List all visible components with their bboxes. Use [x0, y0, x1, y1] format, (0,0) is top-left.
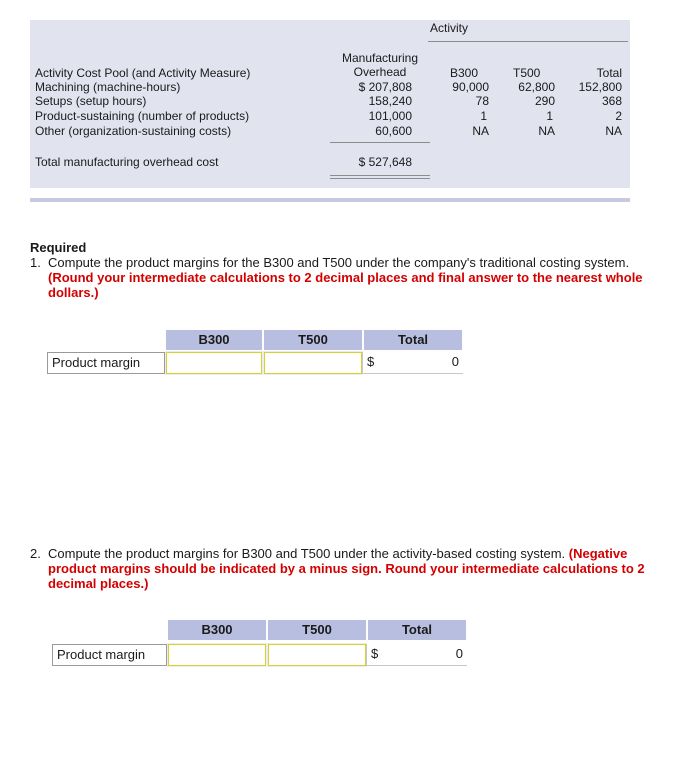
column-header-total: Total — [596, 66, 622, 80]
question-1-note: (Round your intermediate calculations to 2 decimal places and final answer to the nearest whole dollars.) — [48, 270, 643, 300]
required-heading: Required — [30, 240, 87, 255]
answer-2-b300-input[interactable] — [168, 644, 266, 666]
row-product-sustaining-total: 2 — [615, 109, 622, 123]
answer-2-header-t500: T500 — [267, 619, 367, 641]
activity-header: Activity — [430, 21, 469, 35]
question-1 — [30, 255, 650, 300]
question-2-number: 2. — [30, 546, 41, 561]
answer-2-currency: $ — [371, 646, 379, 661]
answer-1-currency: $ — [367, 354, 375, 369]
mfg-overhead-header-line1: Manufacturing — [341, 51, 419, 65]
row-machining-label: Machining (machine-hours) — [35, 80, 181, 94]
row-other-t500: NA — [538, 124, 555, 138]
answer-1-t500-input[interactable] — [264, 352, 362, 374]
question-2-text: Compute the product margins for B300 and T500 under the activity-based costing system. — [48, 546, 566, 561]
answer-2-t500-input[interactable] — [268, 644, 366, 666]
total-overhead-value: $ 527,648 — [358, 155, 412, 169]
total-double-rule-bottom — [330, 178, 430, 179]
row-product-sustaining-overhead: 101,000 — [368, 109, 412, 123]
column-header-t500: T500 — [513, 66, 541, 80]
row-setups-overhead: 158,240 — [368, 94, 412, 108]
question-2-note: (Negative product margins should be indicated by a minus sign. Round your intermediate calculations to 2 decimal places.) — [48, 546, 645, 591]
row-machining-total: 152,800 — [578, 80, 622, 94]
row-setups-label: Setups (setup hours) — [35, 94, 147, 108]
answer-2-total-value: 0 — [455, 646, 463, 661]
row-other-label: Other (organization-sustaining costs) — [35, 124, 232, 138]
row-machining-t500: 62,800 — [518, 80, 555, 94]
total-double-rule-top — [330, 175, 430, 176]
answer-2-header-b300: B300 — [167, 619, 267, 641]
answer-1-header-total: Total — [363, 329, 463, 351]
section-separator — [30, 198, 630, 202]
answer-2-header-total: Total — [367, 619, 467, 641]
question-2-body — [48, 546, 648, 591]
row-other-b300: NA — [472, 124, 489, 138]
overhead-subtotal-rule — [330, 142, 430, 143]
row-other-total: NA — [605, 124, 622, 138]
row-setups-b300: 78 — [475, 94, 489, 108]
answer-1-total-cell — [363, 352, 463, 374]
row-product-sustaining-label: Product-sustaining (number of products) — [35, 109, 250, 123]
row-product-sustaining-b300: 1 — [480, 109, 487, 123]
column-header-b300: B300 — [450, 66, 479, 80]
row-other-overhead: 60,600 — [375, 124, 412, 138]
question-1-text: Compute the product margins for the B300 and T500 under the company's traditional costing system. — [48, 255, 630, 270]
question-1-number: 1. — [30, 255, 41, 270]
answer-2-row-label: Product margin — [52, 644, 167, 666]
question-1-body — [48, 255, 648, 300]
activity-cost-pool-header: Activity Cost Pool (and Activity Measure) — [35, 66, 251, 80]
answer-2-total-cell — [367, 644, 467, 666]
activity-header-underline — [428, 41, 628, 42]
row-machining-b300: 90,000 — [452, 80, 489, 94]
answer-1-row-label: Product margin — [47, 352, 165, 374]
answer-1-b300-input[interactable] — [166, 352, 262, 374]
row-setups-t500: 290 — [534, 94, 555, 108]
mfg-overhead-header-line2: Overhead — [353, 65, 407, 79]
row-product-sustaining-t500: 1 — [546, 109, 553, 123]
answer-1-total-value: 0 — [451, 354, 459, 369]
answer-1-header-t500: T500 — [263, 329, 363, 351]
answer-1-header-b300: B300 — [165, 329, 263, 351]
question-2 — [30, 546, 650, 591]
total-overhead-label: Total manufacturing overhead cost — [35, 155, 219, 169]
row-setups-total: 368 — [601, 94, 622, 108]
row-machining-overhead: $ 207,808 — [358, 80, 412, 94]
